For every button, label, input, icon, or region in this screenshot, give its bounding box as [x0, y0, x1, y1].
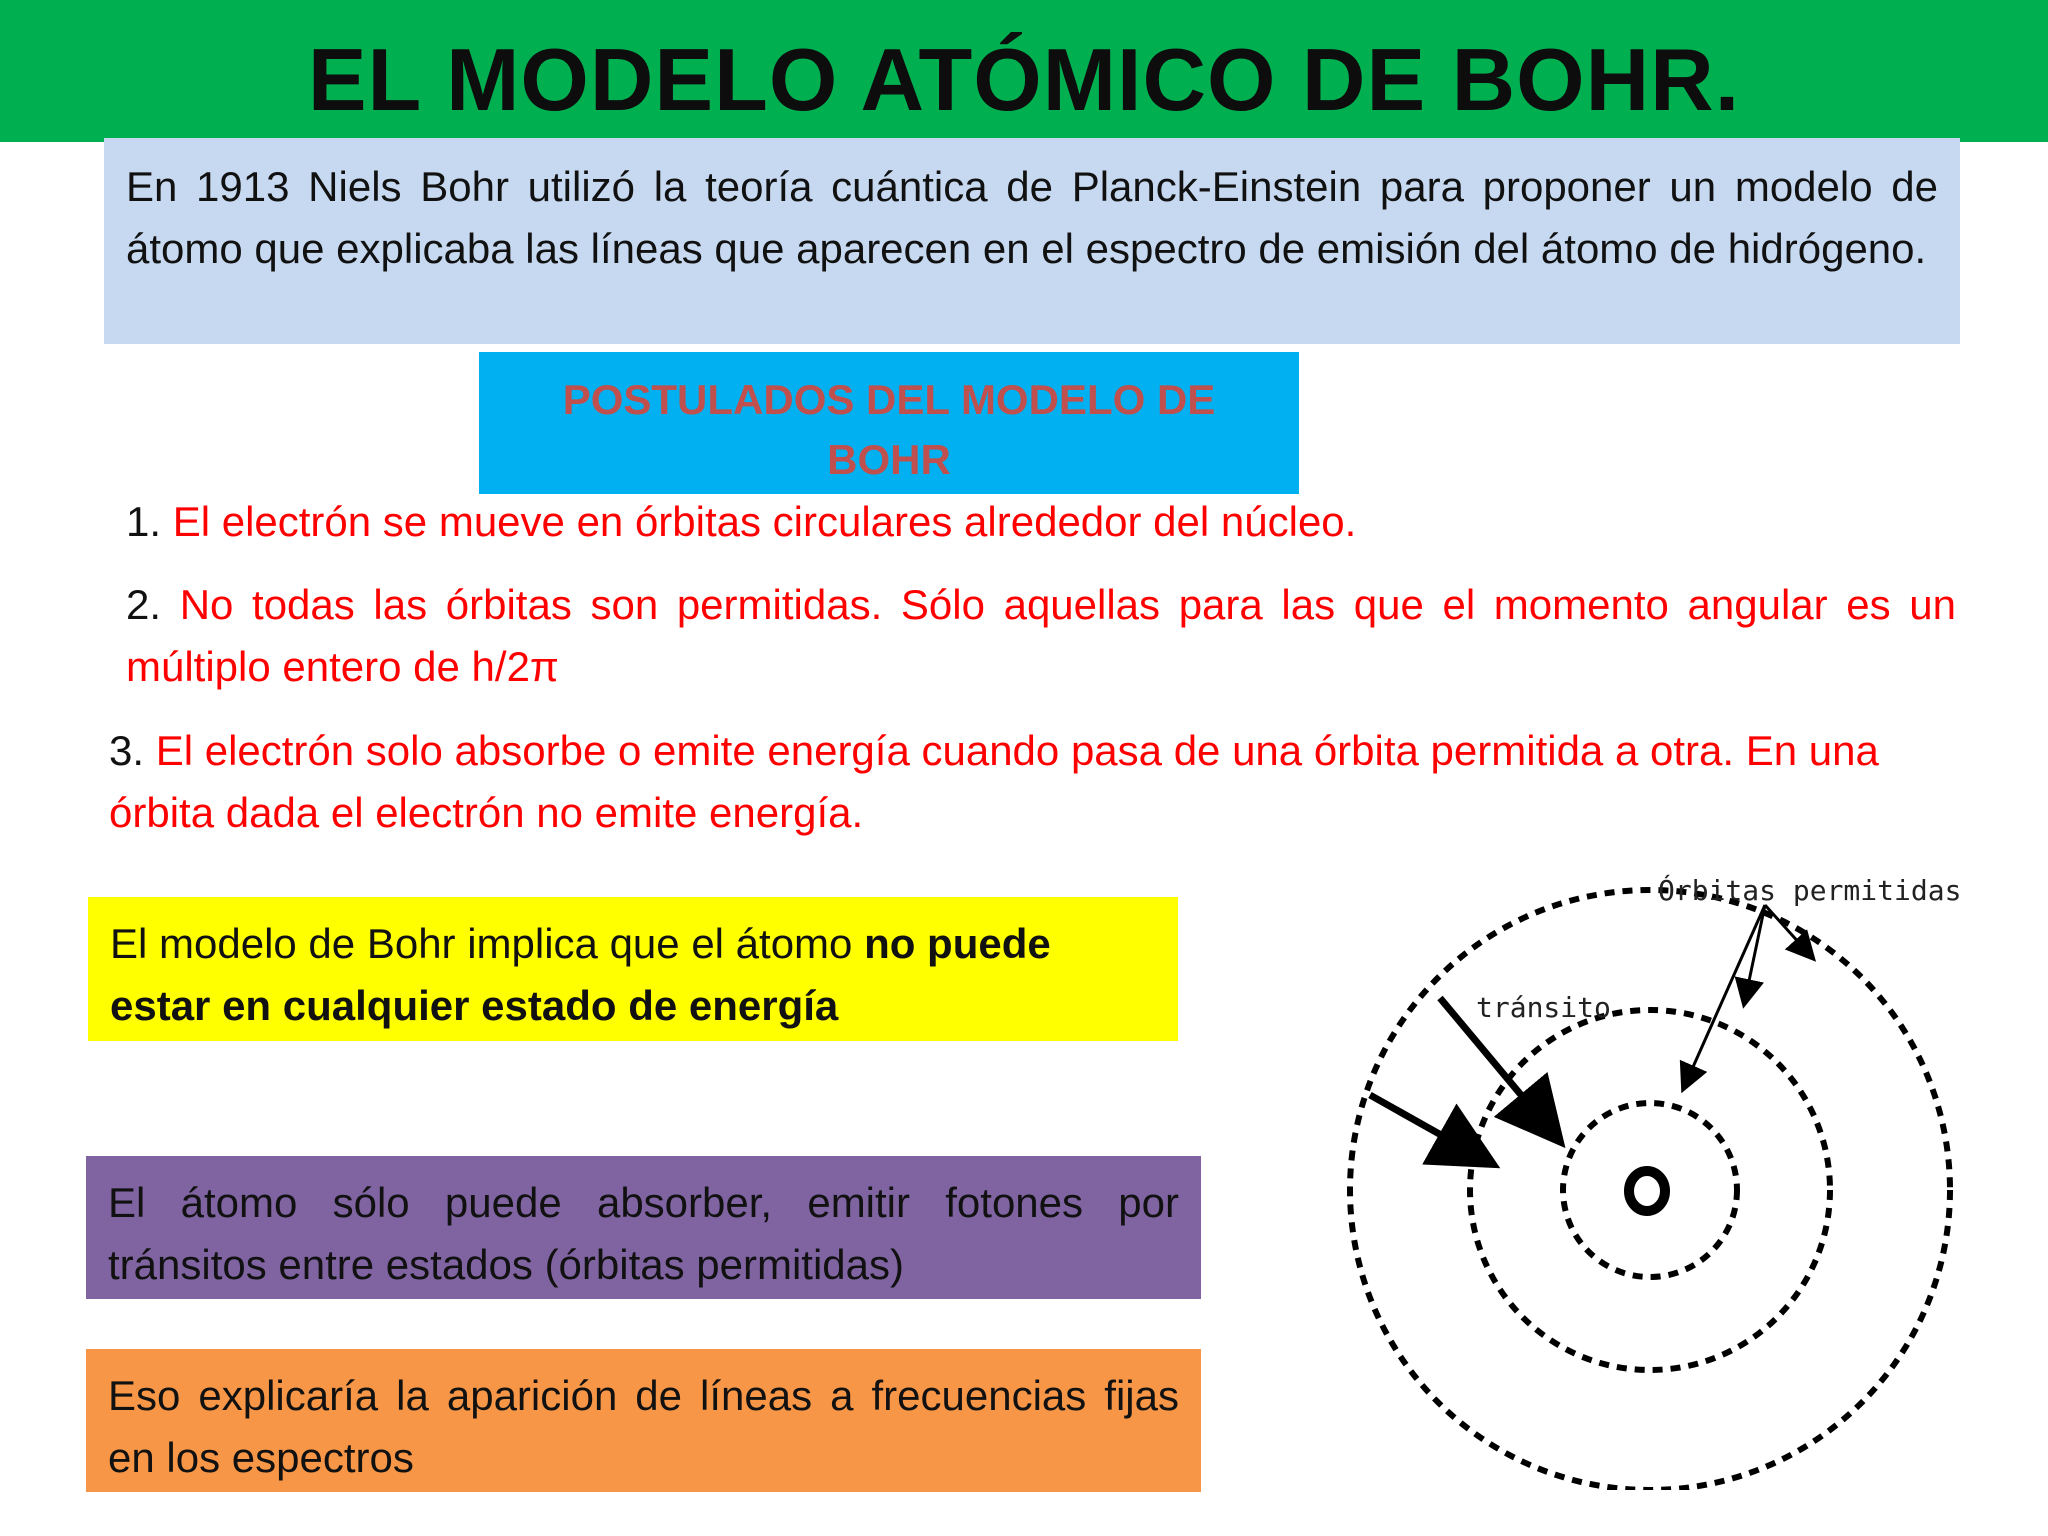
postulate-1 [126, 491, 1966, 553]
photon-transit-box: El átomo sólo puede absorber, emitir fotones por tránsitos entre estados (órbitas permitidas) [86, 1156, 1201, 1299]
intro-paragraph: En 1913 Niels Bohr utilizó la teoría cuántica de Planck-Einstein para proponer un modelo de átomo que explicaba las líneas que aparecen en el espectro de emisión del átomo de hidrógeno. [104, 138, 1960, 344]
orbit-pointer-1 [1685, 905, 1765, 1085]
transit-arrow-outer [1370, 1095, 1482, 1158]
spectral-lines-box: Eso explicaría la aparición de líneas a frecuencias fijas en los espectros [86, 1349, 1201, 1492]
postulate-3 [109, 720, 1969, 844]
postulados-heading-line1: POSTULADOS DEL MODELO DE [562, 376, 1216, 423]
postulate-text: El electrón solo absorbe o emite energía cuando pasa de una órbita permitida a otra. En una órbita dada el electrón no emite energía. [109, 727, 1879, 836]
postulate-number: 1. [126, 498, 162, 545]
postulate-number: 3. [109, 727, 145, 774]
orbit-pointer-2 [1745, 905, 1765, 1000]
postulate-2 [126, 574, 1956, 698]
orbits-label: Órbitas permitidas [1658, 874, 1962, 907]
middle-orbit [1470, 1010, 1830, 1370]
postulados-heading-line2: BOHR [827, 436, 951, 483]
bohr-orbit-diagram [1320, 850, 1970, 1490]
postulate-number: 2. [126, 581, 162, 628]
postulate-text: No todas las órbitas son permitidas. Sólo aquellas para las que el momento angular es un múltiplo entero de h/2π [126, 581, 1956, 690]
postulate-text: El electrón se mueve en órbitas circulares alrededor del núcleo. [172, 498, 1357, 545]
energy-states-bold-text: no puede estar en cualquier estado de energía [110, 920, 1051, 1029]
energy-states-text: El modelo de Bohr implica que el átomo [110, 920, 865, 967]
outer-orbit [1350, 890, 1950, 1490]
transit-label: tránsito [1476, 991, 1611, 1024]
page-title: EL MODELO ATÓMICO DE BOHR. [307, 30, 1741, 129]
postulados-heading [479, 352, 1299, 494]
nucleus [1629, 1171, 1665, 1211]
inner-orbit [1563, 1103, 1737, 1277]
energy-states-box [88, 897, 1178, 1041]
